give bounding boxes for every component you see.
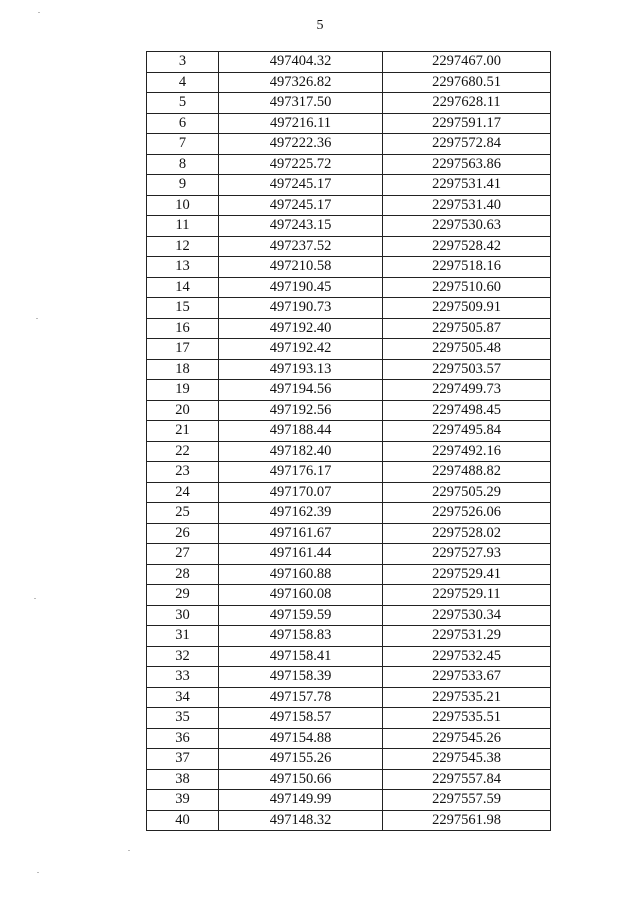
y-coordinate-cell: 2297535.51 — [383, 708, 551, 729]
table-row — [147, 523, 551, 544]
x-coordinate-cell: 497210.58 — [219, 257, 383, 278]
point-number-cell: 20 — [147, 400, 219, 421]
y-coordinate-cell: 2297557.59 — [383, 790, 551, 811]
y-coordinate-cell: 2297467.00 — [383, 52, 551, 73]
x-coordinate-cell: 497159.59 — [219, 605, 383, 626]
x-coordinate-cell: 497192.56 — [219, 400, 383, 421]
point-number-cell: 26 — [147, 523, 219, 544]
point-number-cell: 37 — [147, 749, 219, 770]
point-number-cell: 35 — [147, 708, 219, 729]
table-row — [147, 708, 551, 729]
x-coordinate-cell: 497193.13 — [219, 359, 383, 380]
table-row — [147, 585, 551, 606]
point-number-cell: 33 — [147, 667, 219, 688]
table-row — [147, 462, 551, 483]
x-coordinate-cell: 497404.32 — [219, 52, 383, 73]
y-coordinate-cell: 2297531.41 — [383, 175, 551, 196]
y-coordinate-cell: 2297531.40 — [383, 195, 551, 216]
y-coordinate-cell: 2297505.48 — [383, 339, 551, 360]
table-row — [147, 113, 551, 134]
table-row — [147, 318, 551, 339]
table-row — [147, 298, 551, 319]
point-number-cell: 34 — [147, 687, 219, 708]
y-coordinate-cell: 2297628.11 — [383, 93, 551, 114]
point-number-cell: 38 — [147, 769, 219, 790]
y-coordinate-cell: 2297527.93 — [383, 544, 551, 565]
table-row — [147, 687, 551, 708]
x-coordinate-cell: 497150.66 — [219, 769, 383, 790]
y-coordinate-cell: 2297509.91 — [383, 298, 551, 319]
x-coordinate-cell: 497148.32 — [219, 810, 383, 831]
point-number-cell: 8 — [147, 154, 219, 175]
x-coordinate-cell: 497158.83 — [219, 626, 383, 647]
table-row — [147, 749, 551, 770]
y-coordinate-cell: 2297528.02 — [383, 523, 551, 544]
y-coordinate-cell: 2297498.45 — [383, 400, 551, 421]
y-coordinate-cell: 2297531.29 — [383, 626, 551, 647]
scan-speck — [128, 850, 130, 851]
table-row — [147, 482, 551, 503]
table-row — [147, 175, 551, 196]
scan-speck — [36, 318, 38, 319]
y-coordinate-cell: 2297499.73 — [383, 380, 551, 401]
point-number-cell: 24 — [147, 482, 219, 503]
y-coordinate-cell: 2297505.87 — [383, 318, 551, 339]
x-coordinate-cell: 497245.17 — [219, 175, 383, 196]
x-coordinate-cell: 497326.82 — [219, 72, 383, 93]
table-row — [147, 544, 551, 565]
x-coordinate-cell: 497158.39 — [219, 667, 383, 688]
point-number-cell: 39 — [147, 790, 219, 811]
table-row — [147, 564, 551, 585]
x-coordinate-cell: 497317.50 — [219, 93, 383, 114]
x-coordinate-cell: 497225.72 — [219, 154, 383, 175]
point-number-cell: 10 — [147, 195, 219, 216]
x-coordinate-cell: 497222.36 — [219, 134, 383, 155]
table-row — [147, 277, 551, 298]
point-number-cell: 17 — [147, 339, 219, 360]
x-coordinate-cell: 497158.41 — [219, 646, 383, 667]
y-coordinate-cell: 2297518.16 — [383, 257, 551, 278]
x-coordinate-cell: 497157.78 — [219, 687, 383, 708]
x-coordinate-cell: 497154.88 — [219, 728, 383, 749]
page-number: 5 — [316, 18, 324, 33]
point-number-cell: 30 — [147, 605, 219, 626]
y-coordinate-cell: 2297561.98 — [383, 810, 551, 831]
x-coordinate-cell: 497149.99 — [219, 790, 383, 811]
point-number-cell: 40 — [147, 810, 219, 831]
y-coordinate-cell: 2297572.84 — [383, 134, 551, 155]
y-coordinate-cell: 2297495.84 — [383, 421, 551, 442]
x-coordinate-cell: 497192.42 — [219, 339, 383, 360]
table-row — [147, 72, 551, 93]
table-row — [147, 236, 551, 257]
x-coordinate-cell: 497192.40 — [219, 318, 383, 339]
table-row — [147, 667, 551, 688]
point-number-cell: 5 — [147, 93, 219, 114]
table-row — [147, 216, 551, 237]
y-coordinate-cell: 2297492.16 — [383, 441, 551, 462]
point-number-cell: 28 — [147, 564, 219, 585]
table-row — [147, 810, 551, 831]
table-row — [147, 93, 551, 114]
x-coordinate-cell: 497161.44 — [219, 544, 383, 565]
y-coordinate-cell: 2297505.29 — [383, 482, 551, 503]
y-coordinate-cell: 2297529.11 — [383, 585, 551, 606]
x-coordinate-cell: 497245.17 — [219, 195, 383, 216]
scan-speck — [38, 12, 40, 13]
point-number-cell: 36 — [147, 728, 219, 749]
table-row — [147, 626, 551, 647]
x-coordinate-cell: 497237.52 — [219, 236, 383, 257]
point-number-cell: 27 — [147, 544, 219, 565]
point-number-cell: 32 — [147, 646, 219, 667]
table-row — [147, 380, 551, 401]
point-number-cell: 22 — [147, 441, 219, 462]
x-coordinate-cell: 497162.39 — [219, 503, 383, 524]
point-number-cell: 11 — [147, 216, 219, 237]
x-coordinate-cell: 497160.88 — [219, 564, 383, 585]
y-coordinate-cell: 2297532.45 — [383, 646, 551, 667]
y-coordinate-cell: 2297488.82 — [383, 462, 551, 483]
x-coordinate-cell: 497176.17 — [219, 462, 383, 483]
point-number-cell: 4 — [147, 72, 219, 93]
point-number-cell: 12 — [147, 236, 219, 257]
point-number-cell: 23 — [147, 462, 219, 483]
y-coordinate-cell: 2297533.67 — [383, 667, 551, 688]
y-coordinate-cell: 2297510.60 — [383, 277, 551, 298]
table-row — [147, 257, 551, 278]
x-coordinate-cell: 497182.40 — [219, 441, 383, 462]
x-coordinate-cell: 497190.45 — [219, 277, 383, 298]
point-number-cell: 19 — [147, 380, 219, 401]
y-coordinate-cell: 2297680.51 — [383, 72, 551, 93]
point-number-cell: 29 — [147, 585, 219, 606]
point-number-cell: 9 — [147, 175, 219, 196]
x-coordinate-cell: 497160.08 — [219, 585, 383, 606]
scan-speck — [34, 598, 36, 599]
x-coordinate-cell: 497170.07 — [219, 482, 383, 503]
point-number-cell: 21 — [147, 421, 219, 442]
table-row — [147, 52, 551, 73]
table-row — [147, 359, 551, 380]
x-coordinate-cell: 497190.73 — [219, 298, 383, 319]
x-coordinate-cell: 497155.26 — [219, 749, 383, 770]
y-coordinate-cell: 2297545.26 — [383, 728, 551, 749]
x-coordinate-cell: 497161.67 — [219, 523, 383, 544]
table-row — [147, 728, 551, 749]
table-row — [147, 441, 551, 462]
point-number-cell: 25 — [147, 503, 219, 524]
point-number-cell: 15 — [147, 298, 219, 319]
point-number-cell: 13 — [147, 257, 219, 278]
y-coordinate-cell: 2297530.63 — [383, 216, 551, 237]
x-coordinate-cell: 497216.11 — [219, 113, 383, 134]
y-coordinate-cell: 2297530.34 — [383, 605, 551, 626]
point-number-cell: 16 — [147, 318, 219, 339]
point-number-cell: 31 — [147, 626, 219, 647]
y-coordinate-cell: 2297557.84 — [383, 769, 551, 790]
x-coordinate-cell: 497194.56 — [219, 380, 383, 401]
x-coordinate-cell: 497158.57 — [219, 708, 383, 729]
table-row — [147, 195, 551, 216]
table-row — [147, 769, 551, 790]
table-row — [147, 503, 551, 524]
scan-speck — [37, 872, 39, 873]
table-row — [147, 790, 551, 811]
y-coordinate-cell: 2297528.42 — [383, 236, 551, 257]
x-coordinate-cell: 497188.44 — [219, 421, 383, 442]
y-coordinate-cell: 2297529.41 — [383, 564, 551, 585]
y-coordinate-cell: 2297535.21 — [383, 687, 551, 708]
table-row — [147, 134, 551, 155]
y-coordinate-cell: 2297563.86 — [383, 154, 551, 175]
table-row — [147, 400, 551, 421]
y-coordinate-cell: 2297545.38 — [383, 749, 551, 770]
table-row — [147, 154, 551, 175]
table-row — [147, 605, 551, 626]
table-row — [147, 339, 551, 360]
table-row — [147, 421, 551, 442]
point-number-cell: 7 — [147, 134, 219, 155]
point-number-cell: 14 — [147, 277, 219, 298]
y-coordinate-cell: 2297503.57 — [383, 359, 551, 380]
point-number-cell: 6 — [147, 113, 219, 134]
point-number-cell: 3 — [147, 52, 219, 73]
coordinates-table-body — [147, 52, 551, 831]
x-coordinate-cell: 497243.15 — [219, 216, 383, 237]
y-coordinate-cell: 2297526.06 — [383, 503, 551, 524]
point-number-cell: 18 — [147, 359, 219, 380]
coordinates-table — [146, 51, 551, 831]
y-coordinate-cell: 2297591.17 — [383, 113, 551, 134]
table-row — [147, 646, 551, 667]
